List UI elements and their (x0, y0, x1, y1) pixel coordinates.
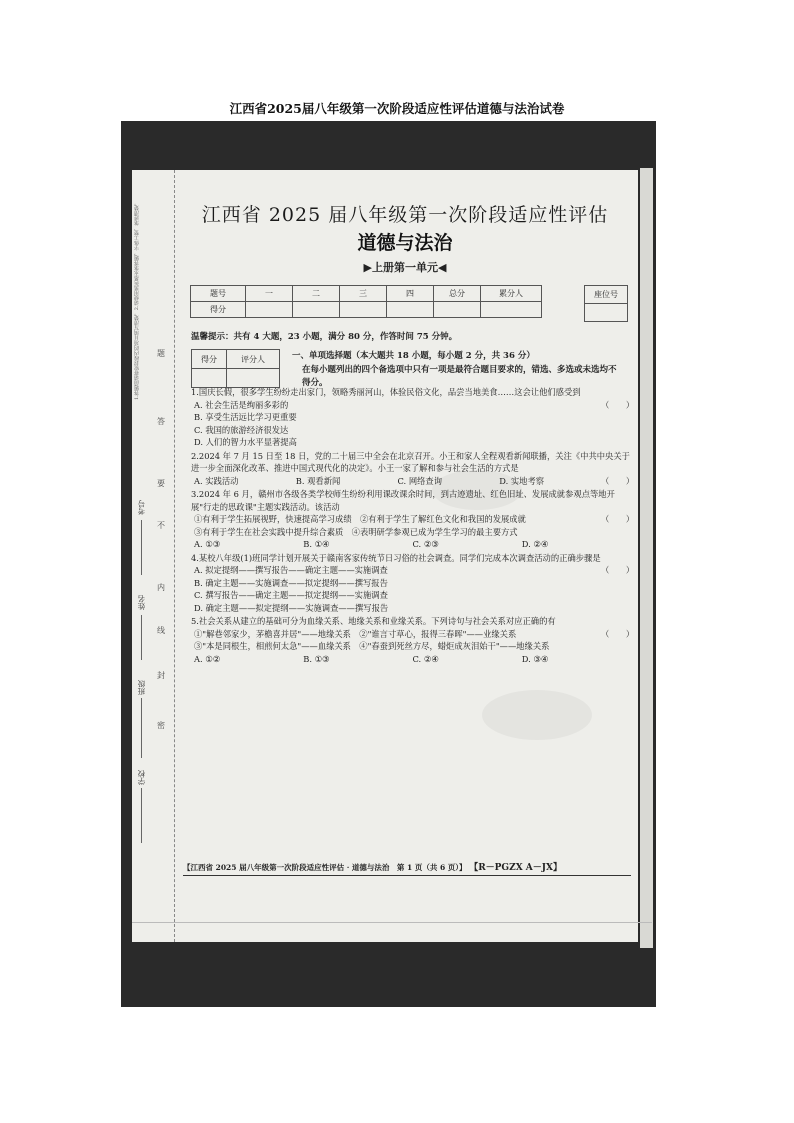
question-2 (191, 450, 635, 488)
option: C. ②④ (412, 653, 439, 664)
question-3 (191, 488, 635, 551)
exam-photo (121, 121, 656, 1007)
answer-paren[interactable]: （ ） (601, 628, 635, 639)
option: D. 确定主题——拟定提纲——实施调查——撰写报告 (194, 602, 389, 613)
score-header-cell: 三 (340, 286, 387, 302)
grader-score-cell[interactable] (192, 369, 227, 388)
score-cell[interactable] (481, 302, 542, 318)
question-1 (191, 386, 635, 449)
option: D. 人们的智力水平显著提高 (194, 437, 297, 447)
score-cell[interactable] (387, 302, 434, 318)
page-footer (183, 860, 631, 876)
option: A. ①② (194, 653, 221, 664)
document-title: 江西省2025届八年级第一次阶段适应性评估道德与法治试卷 (229, 101, 565, 116)
question-stem: 3.2024 年 6 月，赣州市各级各类学校师生纷纷利用课改课余时间，到古迹遗址、红色旧址、发展成就参观点等地开展"行走的思政课"主题实践活动。该活动 (191, 489, 615, 512)
score-cell[interactable] (293, 302, 340, 318)
score-header-cell: 四 (387, 286, 434, 302)
grader-name-label: 评分人 (227, 350, 280, 369)
exam-paper (132, 170, 638, 942)
score-row-label: 得分 (191, 302, 246, 318)
option: B. 确定主题——实施调查——拟定提纲——撰写报告 (194, 577, 388, 588)
option-row (191, 475, 601, 488)
option: B. 观看新闻 (295, 475, 341, 486)
field-exam-number: 考号 (137, 500, 146, 515)
field-line (141, 520, 142, 575)
score-header-cell: 总分 (434, 286, 481, 302)
statement: ①有利于学生拓展视野，快速提高学习成绩 ②有利于学生了解红色文化和我国的发展成就 (194, 514, 526, 524)
field-class: 班级 (137, 680, 146, 695)
option: B. ①④ (303, 539, 330, 549)
fold-line (132, 922, 652, 923)
seat-cell[interactable] (585, 304, 628, 322)
score-cell[interactable] (246, 302, 293, 318)
seal-word: 答 (157, 417, 165, 426)
seal-word: 不 (157, 521, 165, 530)
score-header-cell: 题号 (191, 286, 246, 302)
option: B. 享受生活远比学习更重要 (194, 412, 297, 422)
option: C. ②③ (412, 539, 439, 549)
option: C. 撰写报告——确定主题——拟定提纲——实施调查 (194, 590, 388, 600)
answer-paren[interactable]: （ ） (601, 565, 635, 575)
field-line (141, 788, 142, 843)
seal-word: 封 (157, 671, 165, 680)
seal-word: 密 (157, 721, 165, 730)
option: D. ③④ (521, 653, 549, 664)
option: A. 社会生活是绚丽多彩的 (194, 399, 289, 410)
seal-word: 题 (157, 349, 165, 358)
answer-paren[interactable]: （ ） (601, 475, 635, 486)
score-cell[interactable] (434, 302, 481, 318)
exam-unit: ▶上册第一单元◀ (363, 261, 447, 274)
score-table (190, 285, 542, 318)
option: A. ①③ (194, 539, 221, 549)
exam-subject: 道德与法治 (357, 232, 453, 254)
question-stem: 5.社会关系从建立的基础可分为血缘关系、地缘关系和业缘关系。下列诗句与社会关系对应正确的有 (191, 616, 556, 626)
option-row (191, 538, 631, 551)
score-header-cell: 一 (246, 286, 293, 302)
section-heading: 一、单项选择题（本大题共 18 小题，每小题 2 分，共 36 分） (292, 351, 535, 361)
field-line (141, 615, 142, 660)
option: B. ①③ (303, 653, 330, 664)
score-header-cell: 累分人 (481, 286, 542, 302)
footer-code: 【R－PGZX A－JX】 (469, 863, 563, 873)
field-name: 姓名 (137, 595, 146, 610)
grader-name-cell[interactable] (227, 369, 280, 388)
question-stem: 2.2024 年 7 月 15 日至 18 日，党的二十届三中全会在北京召开。小王和家人全程观看新闻联播，关注《中共中央关于进一步全面深化改革、推进中国式现代化的决定》。小王一家了解和参与社会生活的方式是 (191, 450, 630, 473)
score-header-cell: 二 (293, 286, 340, 302)
answer-paren[interactable]: （ ） (601, 514, 635, 524)
statement: ③有利于学生在社会实践中提升综合素质 ④表明研学参观已成为学生学习的最主要方式 (194, 526, 518, 537)
question-stem: 4.某校八年级(1)班同学计划开展关于赣南客家传统节日习俗的社会调查。同学们完成本次调查活动的正确步骤是 (191, 552, 601, 563)
question-5 (191, 615, 635, 665)
seat-label: 座位号 (585, 286, 628, 304)
score-table-header (191, 286, 542, 302)
binding-note: 1.答题前请将密封线内的项目填写清楚。2.请使用黑色墨水笔答题，字体工整、笔迹清楚。 (134, 200, 140, 400)
grader-table (191, 349, 280, 388)
seal-word: 要 (157, 479, 165, 488)
binding-strip (132, 170, 175, 942)
option-row (191, 653, 631, 666)
paper-edge (640, 168, 653, 948)
exam-main-title: 江西省 2025 届八年级第一次阶段适应性评估 (201, 204, 609, 226)
question-4 (191, 552, 635, 615)
score-cell[interactable] (340, 302, 387, 318)
question-stem: 1.国庆长假，很多学生纷纷走出家门，领略秀丽河山，体验民俗文化，品尝当地美食……这会让他们感受到 (191, 387, 581, 397)
score-table-row (191, 302, 542, 318)
option: D. ②④ (521, 539, 549, 549)
seal-word: 线 (157, 626, 165, 635)
seat-table (584, 285, 628, 322)
option: D. 实地考察 (499, 475, 545, 486)
option: C. 我国的旅游经济很发达 (194, 424, 289, 435)
footer-text: 【江西省 2025 届八年级第一次阶段适应性评估 · 道德与法治 第 1 页（共 6 页）】 (183, 863, 467, 872)
seal-word: 内 (157, 583, 165, 592)
option: A. 拟定提纲——撰写报告——确定主题——实施调查 (194, 565, 388, 575)
question-list (191, 386, 635, 666)
exam-tip: 温馨提示：共有 4 大题，23 小题，满分 80 分，作答时间 75 分钟。 (191, 332, 458, 342)
option: C. 网络查询 (397, 475, 443, 486)
grader-score-label: 得分 (192, 350, 227, 369)
statement: ①"解巷邻家少，茅檐喜并居"——地缘关系 ②"谁言寸草心，报得三春晖"——业缘关系 (194, 628, 517, 639)
paper-stain (482, 690, 592, 740)
option: A. 实践活动 (194, 475, 239, 486)
field-line (141, 698, 142, 758)
section-note: 在每小题列出的四个备选项中只有一项是最符合题目要求的，错选、多选或未选均不得分。 (302, 365, 617, 388)
statement: ③"本是同根生，相煎何太急"——血缘关系 ④"春蚕到死丝方尽，蜡炬成灰泪始干"——地缘关系 (194, 641, 550, 651)
answer-paren[interactable]: （ ） (601, 399, 635, 410)
field-school: 学校 (137, 770, 146, 785)
